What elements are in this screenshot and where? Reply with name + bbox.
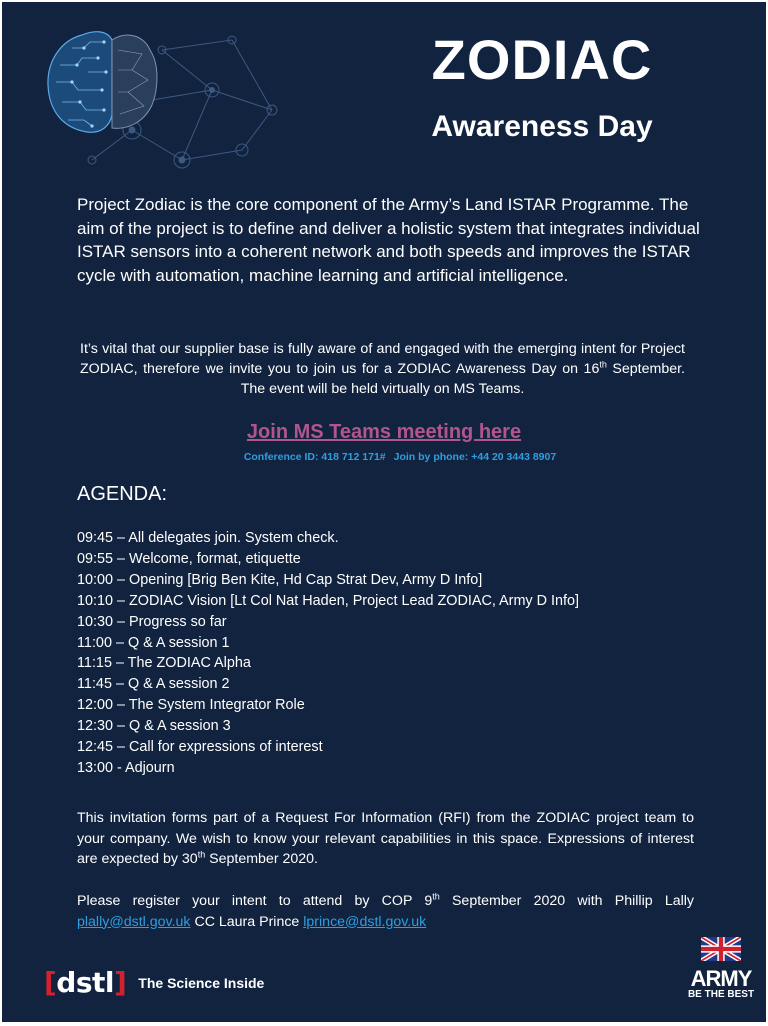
conference-id: Conference ID: 418 712 171# xyxy=(243,451,386,463)
dstl-logo xyxy=(44,966,264,999)
agenda-item: 12:45 – Call for expressions of interest xyxy=(77,739,323,756)
rfi-text-part1: This invitation forms part of a Request For Information (RFI) from the ZODIAC project team to your company. We wish to know your relevant capabilities in this space. Expressions of interest are expected by 30 xyxy=(77,810,694,867)
rfi-date-suffix: th xyxy=(197,849,206,860)
dstl-tagline: The Science Inside xyxy=(138,974,265,991)
agenda-list xyxy=(77,528,579,779)
union-flag-icon xyxy=(701,937,741,961)
project-intro-paragraph: Project Zodiac is the core component of the Army’s Land ISTAR Programme. The aim of the project is to define and deliver a holistic system that integrates individual ISTAR sensors into a coherent network and both speeds and improves the ISTAR cycle with automation, machine learning and artificial intelligence. xyxy=(77,195,700,285)
event-title: ZODIAC xyxy=(431,28,653,91)
join-teams-meeting-link[interactable]: Join MS Teams meeting here xyxy=(246,421,522,443)
flyer-page xyxy=(2,2,766,1022)
register-date-suffix: th xyxy=(432,891,440,902)
dial-in-phone: Join by phone: +44 20 3443 8907 xyxy=(393,451,557,463)
register-cc-text: CC Laura Prince xyxy=(190,913,304,930)
dstl-wordmark xyxy=(44,966,126,999)
email-link-lprince[interactable]: lprince@dstl.gov.uk xyxy=(303,913,427,930)
invitation-date-suffix: th xyxy=(599,359,607,370)
agenda-item: 10:00 – Opening [Brig Ben Kite, Hd Cap Strat Dev, Army D Info] xyxy=(77,571,483,588)
agenda-item: 10:10 – ZODIAC Vision [Lt Col Nat Haden, Project Lead ZODIAC, Army D Info] xyxy=(77,592,580,609)
agenda-heading: AGENDA: xyxy=(77,483,168,505)
agenda-item: 10:30 – Progress so far xyxy=(77,613,227,630)
conference-details xyxy=(2,451,766,463)
register-text-part2: September 2020 with Phillip Lally xyxy=(439,893,694,909)
agenda-item: 12:00 – The System Integrator Role xyxy=(77,697,305,714)
agenda-item: 09:45 – All delegates join. System check. xyxy=(77,530,339,546)
invitation-text-part2: September. The event will be held virtually on MS Teams. xyxy=(240,361,685,397)
email-link-plally[interactable]: plally@dstl.gov.uk xyxy=(77,913,191,930)
agenda-item: 11:00 – Q & A session 1 xyxy=(77,634,230,651)
brain-network-graphic xyxy=(32,10,302,180)
agenda-item: 12:30 – Q & A session 3 xyxy=(77,718,231,735)
army-tagline: BE THE BEST xyxy=(687,989,755,1000)
rfi-text-part2: September 2020. xyxy=(205,851,318,867)
invitation-paragraph xyxy=(80,339,685,399)
event-subtitle: Awareness Day xyxy=(431,110,653,143)
agenda-item: 11:15 – The ZODIAC Alpha xyxy=(77,655,251,672)
army-wordmark: ARMY xyxy=(690,966,752,991)
dstl-open-bracket: [ xyxy=(44,966,57,999)
army-logo xyxy=(684,937,758,1000)
invitation-text-part1: It’s vital that our supplier base is fully aware of and engaged with the emerging intent for Project ZODIAC, therefore we invite you to join us for a ZODIAC Awareness Day on 16 xyxy=(80,341,685,377)
dstl-word: dstl xyxy=(56,966,114,999)
dstl-close-bracket: ] xyxy=(114,966,127,999)
registration-paragraph xyxy=(77,891,694,932)
agenda-item: 11:45 – Q & A session 2 xyxy=(77,676,230,693)
agenda-item: 13:00 - Adjourn xyxy=(77,759,175,776)
agenda-item: 09:55 – Welcome, format, etiquette xyxy=(77,550,301,567)
rfi-paragraph xyxy=(77,808,694,870)
register-text-part1: Please register your intent to attend by COP 9 xyxy=(77,893,433,909)
